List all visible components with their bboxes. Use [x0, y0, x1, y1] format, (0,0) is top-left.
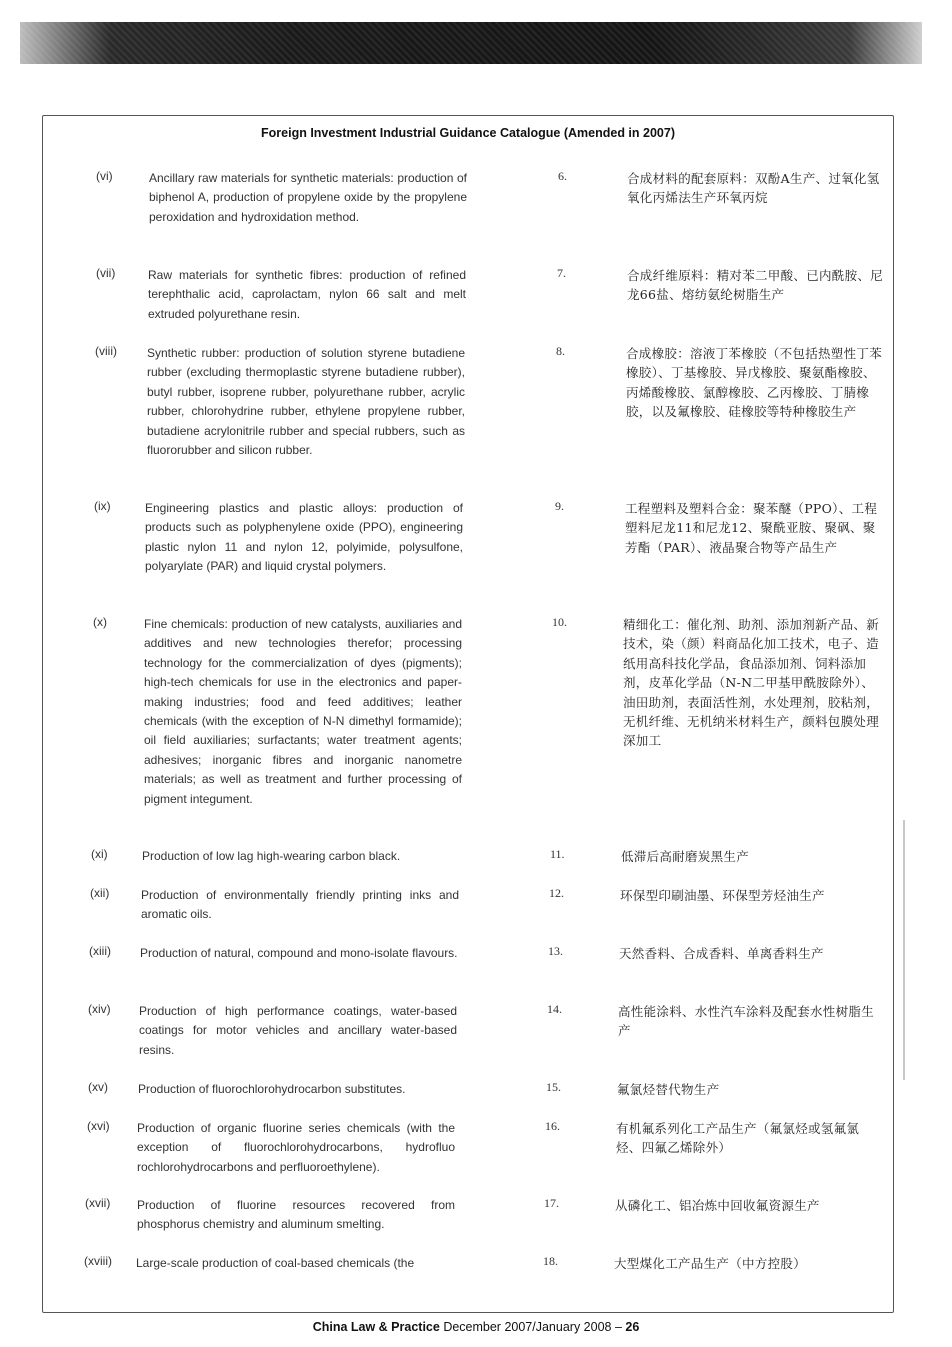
- english-text: Production of fluorochlorohydrocarbon substitutes.: [138, 1082, 406, 1096]
- chinese-text: 有机氟系列化工产品生产（氟氯烃或氢氟氯烃、四氟乙烯除外）: [616, 1121, 860, 1156]
- roman-numeral: (xiii): [89, 944, 111, 958]
- roman-numeral: (vi): [96, 169, 113, 183]
- roman-numeral: (xvi): [87, 1119, 110, 1133]
- roman-numeral: (vii): [96, 266, 116, 280]
- chinese-text: 环保型印刷油墨、环保型芳烃油生产: [620, 888, 825, 903]
- chinese-text: 大型煤化工产品生产（中方控股）: [614, 1256, 807, 1271]
- chinese-text: 合成橡胶：溶液丁苯橡胶（不包括热塑性丁苯橡胶）、丁基橡胶、异戊橡胶、聚氨酯橡胶、丙烯酸橡胶、氯醇橡胶、乙丙橡胶、丁腈橡胶，以及氟橡胶、硅橡胶等特种橡胶生产: [626, 346, 883, 420]
- item-number: 15.: [546, 1080, 561, 1094]
- issue-date: December 2007/January 2008 –: [443, 1320, 622, 1334]
- roman-numeral: (xvii): [85, 1196, 111, 1210]
- roman-numeral: (xi): [91, 847, 108, 861]
- item-number: 7.: [557, 266, 566, 280]
- chinese-text: 精细化工：催化剂、助剂、添加剂新产品、新技术，染（颜）料商品化加工技术，电子、造纸用高科技化学品，食品添加剂、饲料添加剂，皮革化学品（N-N二甲基甲酰胺除外）、油田助剂，表面活性剂，水处理剂，胶粘剂，无机纤维、无机纳米材料生产，颜料包膜处理深加工: [623, 617, 880, 749]
- catalogue-frame: [42, 115, 894, 1313]
- roman-numeral: (xv): [88, 1080, 108, 1094]
- chinese-text: 氟氯烃替代物生产: [617, 1082, 720, 1097]
- english-text: Fine chemicals: production of new catalysts, auxiliaries and additives and new technologies therefor; processing technology for the commercialization of dyes (pigments); high-tech chemicals for use in the electronics and paper-making industries; food and feed additives; leather chemicals (with the exception of N-N dimethyl formamide); oil field auxiliaries; surfactants; water treatment agents; adhesives; inorganic fibres and inorganic nanometre materials; as well as treatment and further processing of pigment integument.: [144, 617, 462, 806]
- chinese-text: 低滞后高耐磨炭黑生产: [621, 849, 750, 864]
- english-text: Production of fluorine resources recovered from phosphorus chemistry and aluminum smelting.: [137, 1198, 455, 1232]
- chinese-text: 工程塑料及塑料合金：聚苯醚（PPO）、工程塑料尼龙11和尼龙12、聚酰亚胺、聚砜、聚芳酯（PAR）、液晶聚合物等产品生产: [625, 501, 878, 555]
- english-text: Production of environmentally friendly printing inks and aromatic oils.: [141, 888, 459, 922]
- chinese-text: 合成纤维原料：精对苯二甲酸、已内酰胺、尼龙66盐、熔纺氨纶树脂生产: [627, 268, 884, 303]
- document-title: Foreign Investment Industrial Guidance Catalogue (Amended in 2007): [261, 126, 675, 140]
- roman-numeral: (ix): [94, 499, 111, 513]
- page-footer: [0, 1320, 952, 1334]
- english-text: Production of low lag high-wearing carbon black.: [142, 849, 401, 863]
- item-number: 13.: [548, 944, 563, 958]
- item-number: 18.: [543, 1254, 558, 1268]
- english-text: Production of natural, compound and mono-isolate flavours.: [140, 946, 458, 960]
- roman-numeral: (x): [93, 615, 107, 629]
- item-number: 8.: [556, 344, 565, 358]
- roman-numeral: (viii): [95, 344, 117, 358]
- item-number: 6.: [558, 169, 567, 183]
- item-number: 12.: [549, 886, 564, 900]
- english-text: Large-scale production of coal-based chemicals (the: [136, 1256, 415, 1270]
- item-number: 10.: [552, 615, 567, 629]
- chinese-text: 高性能涂料、水性汽车涂料及配套水性树脂生产: [618, 1004, 875, 1039]
- item-number: 14.: [547, 1002, 562, 1016]
- roman-numeral: (xiv): [88, 1002, 111, 1016]
- english-text: Ancillary raw materials for synthetic materials: production of biphenol A, production of propylene oxide by the propylene peroxidation and hydroxidation method.: [149, 171, 467, 224]
- publication-name: China Law & Practice: [312, 1320, 440, 1334]
- scanned-header-band: [20, 22, 922, 64]
- chinese-text: 天然香料、合成香料、单离香料生产: [619, 946, 824, 961]
- item-number: 17.: [544, 1196, 559, 1210]
- chinese-text: 合成材料的配套原料：双酚A生产、过氧化氢氧化丙烯法生产环氧丙烷: [627, 171, 880, 206]
- roman-numeral: (xviii): [84, 1254, 112, 1268]
- item-number: 9.: [555, 499, 564, 513]
- item-number: 16.: [545, 1119, 560, 1133]
- english-text: Engineering plastics and plastic alloys: production of products such as polyphenylene oxide (PPO), engineering plastic nylon 11 and nylon 12, polyimide, polysulfone, polyarylate (PAR) and liquid crystal polymers.: [145, 501, 463, 574]
- english-text: Production of organic fluorine series chemicals (with the exception of fluorochlorohydrocarbons, hydrofluo rochlorohydrocarbons and perfluoroethylene).: [137, 1121, 455, 1174]
- roman-numeral: (xii): [90, 886, 110, 900]
- english-text: Production of high performance coatings, water-based coatings for motor vehicles and ancillary water-based resins.: [139, 1004, 457, 1057]
- page-number: 26: [625, 1320, 640, 1334]
- english-text: Synthetic rubber: production of solution styrene butadiene rubber (excluding thermoplastic styrene butadiene rubber), butyl rubber, isoprene rubber, polyurethane rubber, acrylic rubber, chlorohydrine rubber, ethylene propylene rubber, butadiene acrylonitrile rubber and special rubbers, such as fluororubber and silicon rubber.: [147, 346, 465, 458]
- chinese-text: 从磷化工、铝冶炼中回收氟资源生产: [615, 1198, 820, 1213]
- scan-edge-mark: [903, 820, 905, 1080]
- english-text: Raw materials for synthetic fibres: production of refined terephthalic acid, caprolactam, nylon 66 salt and melt extruded polyurethane resin.: [148, 268, 466, 321]
- item-number: 11.: [550, 847, 565, 861]
